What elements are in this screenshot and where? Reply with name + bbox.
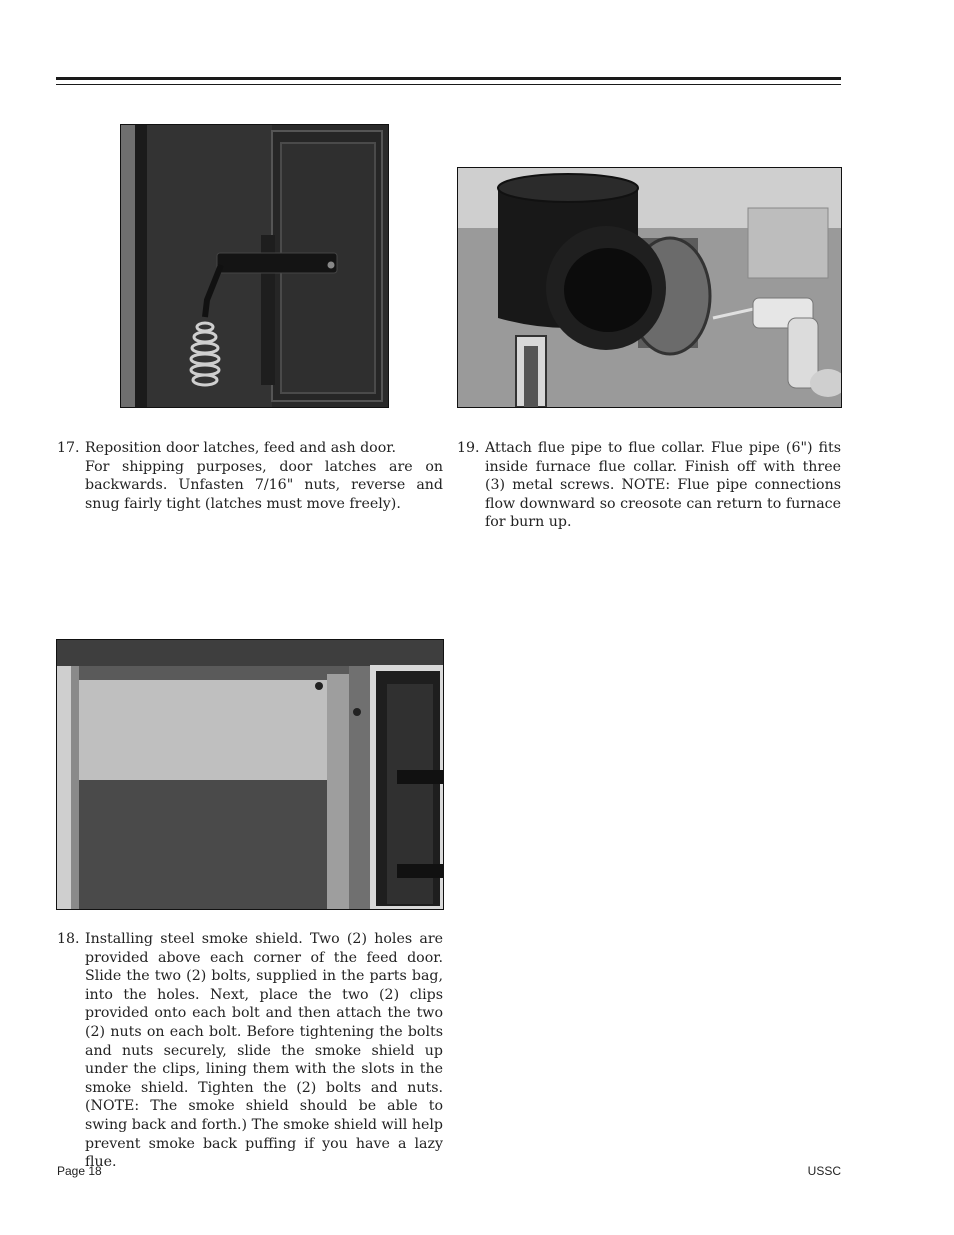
step-18-text: Installing steel smoke shield. Two (2) holes are provided above each corner of the feed door. Slide the two (2) bolts, supplied in the parts bag, into the holes. Next, place the two (2) clips provided onto each bolt and then attach the two (2) nuts on each bolt. Before tightening the bolts and nuts securely, slide the smoke shield up under the clips, lining them with the slots in the smoke shield. Tighten the (2) bolts and nuts. (NOTE: The smoke shield should be able to swing back and forth.) The smoke shield will help prevent smoke back puffing if you have a lazy flue. <box>85 931 443 1171</box>
step-number: 18. <box>57 931 80 947</box>
step-19 <box>457 439 841 532</box>
header-rule-thin <box>56 84 841 85</box>
step-19-text: Attach flue pipe to flue collar. Flue pipe (6") fits inside furnace flue collar. Finish off with three (3) metal screws. NOTE: Flue pipe connections flow downward so creosote can return to furnace for burn up. <box>485 440 841 531</box>
step-18 <box>57 930 443 1172</box>
step-17 <box>57 439 443 513</box>
footer-brand: USSC <box>807 1164 841 1178</box>
step-17-text: For shipping purposes, door latches are on backwards. Unfasten 7/16" nuts, reverse and snug fairly tight (latches must move freely). <box>85 458 443 512</box>
smoke-shield-photo <box>56 639 444 910</box>
step-17-title: Reposition door latches, feed and ash door. <box>85 440 396 456</box>
flue-pipe-photo <box>457 167 842 408</box>
page-number: Page 18 <box>57 1164 102 1178</box>
step-number: 17. <box>57 440 80 456</box>
header-rule-thick <box>56 77 841 80</box>
door-latch-photo <box>120 124 389 408</box>
step-number: 19. <box>457 440 480 456</box>
